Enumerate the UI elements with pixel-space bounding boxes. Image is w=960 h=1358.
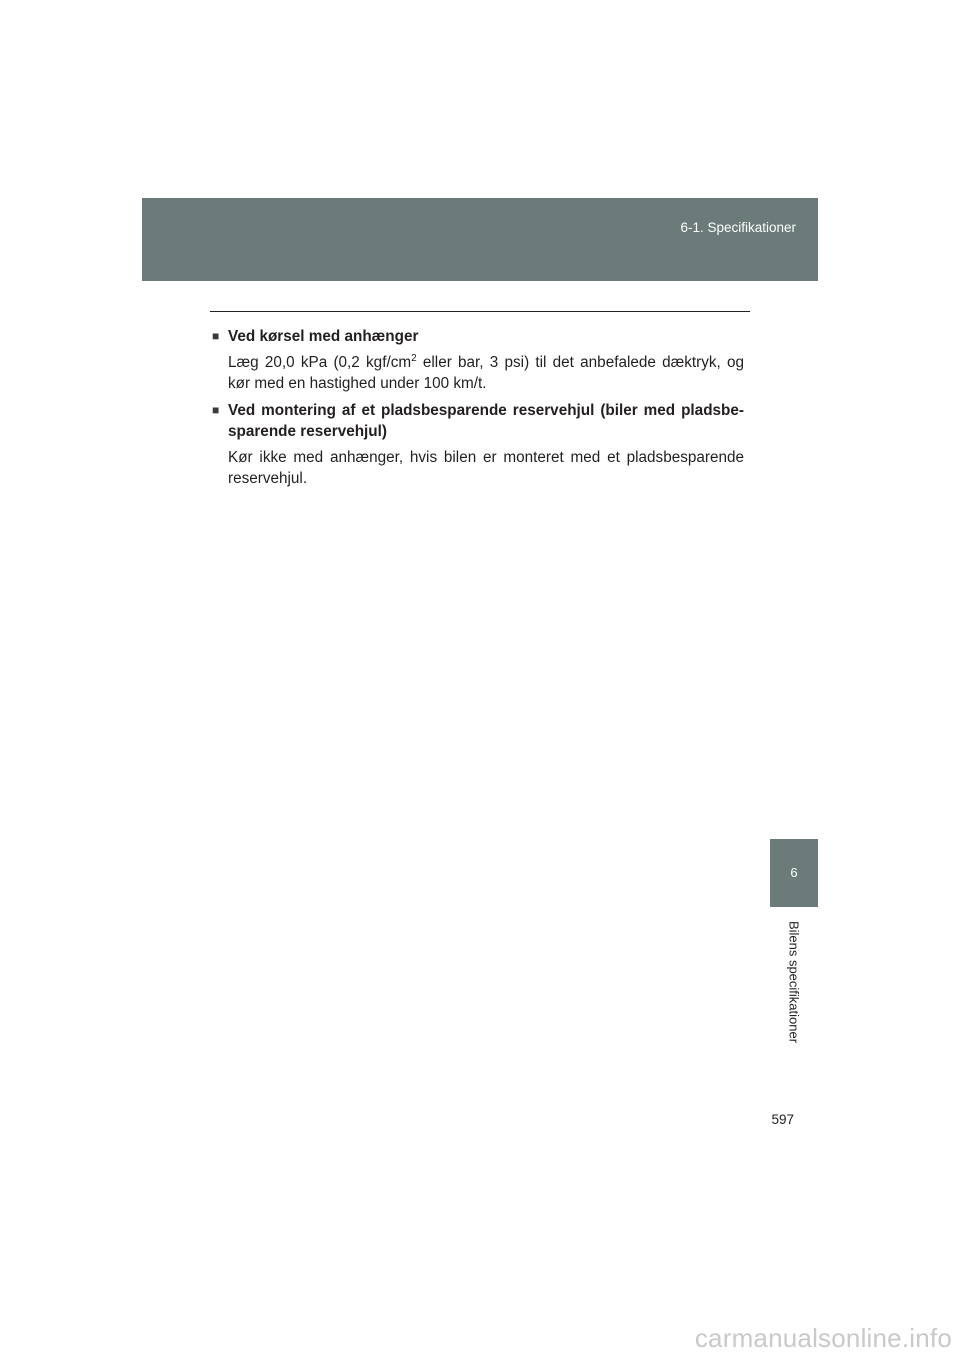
page-number: 597: [771, 1112, 794, 1127]
item-heading-text: Ved montering af et pladsbesparende reservehjul (biler med pladsbe-sparende reservehjul): [228, 402, 744, 440]
item-heading: [212, 326, 744, 347]
content-body: [212, 326, 744, 495]
watermark: carmanualsonline.info: [694, 1323, 952, 1353]
divider-rule: [210, 311, 750, 312]
square-bullet-icon: ■: [212, 403, 220, 417]
chapter-tab: [770, 839, 818, 907]
superscript: 2: [411, 353, 417, 364]
body-text-start: Læg 20,0 kPa (0,2 kgf/cm: [228, 354, 412, 371]
item-body-text: [228, 352, 744, 394]
body-text-end: eller bar, 3 psi) til det anbefalede dæktryk, og kør med en hastighed under 100 km/t.: [228, 354, 745, 392]
header-band: [142, 198, 818, 281]
item-heading-text: Ved kørsel med anhænger: [228, 328, 419, 345]
item-body-text: Kør ikke med anhænger, hvis bilen er monteret med et pladsbesparende reservehjul.: [228, 449, 744, 487]
square-bullet-icon: ■: [212, 329, 220, 343]
item-heading: [212, 400, 744, 442]
list-item: [212, 400, 744, 489]
chapter-number: 6: [790, 865, 798, 880]
list-item: [212, 326, 744, 394]
section-label: 6-1. Specifikationer: [680, 220, 796, 235]
chapter-title: Bilens specifikationer: [786, 920, 802, 1044]
